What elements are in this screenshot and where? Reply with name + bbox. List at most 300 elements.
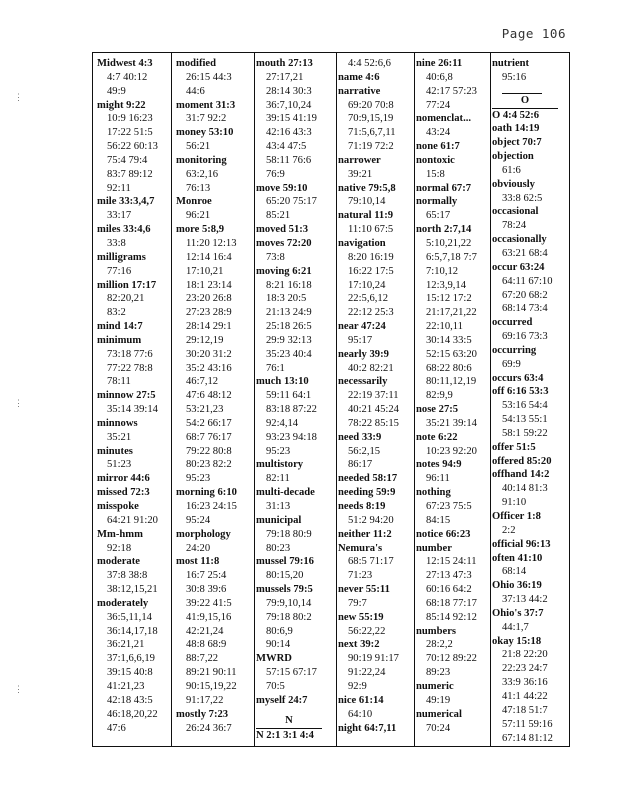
index-entry: milligrams	[97, 251, 146, 263]
index-page-refs: 93:23 94:18	[266, 431, 317, 443]
index-page-refs: 25:18 26:5	[266, 321, 312, 333]
index-entry: modified	[176, 58, 217, 69]
index-page-refs: 79:18 80:9	[266, 528, 312, 540]
index-page-refs: 46:7,12	[186, 376, 219, 388]
index-entry: minimum	[97, 334, 142, 346]
index-entry: occurring	[492, 344, 537, 356]
index-page-refs: 57:15 67:17	[266, 667, 317, 679]
index-page-refs: 42:17 57:23	[426, 85, 477, 97]
index-page-refs: 68:14	[502, 566, 527, 578]
index-entry: more 5:8,9	[176, 224, 225, 236]
index-entry: missed 72:3	[97, 487, 150, 499]
index-entry: often 41:10	[492, 552, 543, 564]
index-page-refs: 65:20 75:17	[266, 196, 317, 208]
index-page-refs: 26:24 36:7	[186, 722, 232, 734]
index-page-refs: 64:21 91:20	[107, 514, 158, 526]
index-entry: numerical	[416, 708, 462, 720]
index-page-refs: 40:21 45:24	[348, 404, 399, 416]
index-page-refs: 52:15 63:20	[426, 348, 477, 360]
hole-punch-mark: ⋮	[14, 684, 23, 694]
index-page-refs: 88:7,22	[186, 653, 219, 665]
column-divider	[490, 53, 491, 746]
index-page-refs: 8:20 16:19	[348, 251, 394, 263]
index-page-refs: 80:15,20	[266, 570, 304, 582]
index-page-refs: 16:22 17:5	[348, 265, 394, 277]
index-entry: nomenclat...	[416, 113, 472, 125]
hole-punch-mark: ⋮	[14, 398, 23, 408]
index-page-refs: 54:2 66:17	[186, 417, 232, 429]
column-divider	[336, 53, 337, 746]
index-entry: notes 94:9	[416, 459, 462, 471]
index-page-refs: 47:6	[107, 722, 126, 734]
index-page-refs: 78:24	[502, 220, 527, 232]
index-entry: moment 31:3	[176, 99, 236, 111]
index-entry: N 2:1 3:1 4:4	[256, 729, 314, 741]
index-page-refs: 4:4 52:6,6	[348, 58, 391, 69]
index-page-refs: 22:10,11	[426, 321, 463, 333]
index-page-refs: 67:14 81:12	[502, 732, 553, 744]
index-page-refs: 5:10,21,22	[426, 237, 472, 249]
index-page-refs: 26:15 44:3	[186, 71, 232, 83]
index-column	[176, 57, 252, 746]
index-entry: offhand 14:2	[492, 469, 550, 481]
index-page-refs: 29:9 32:13	[266, 334, 312, 346]
index-page-refs: 92:4,14	[266, 417, 299, 429]
index-page-refs: 85:21	[266, 210, 291, 222]
index-entry: nutrient	[492, 58, 530, 69]
index-page-refs: 82:9,9	[426, 390, 453, 402]
index-page-refs: 12:15 24:11	[426, 556, 477, 568]
index-page-refs: 8:21 16:18	[266, 279, 312, 291]
index-entry: municipal	[256, 514, 302, 526]
index-entry: natural 11:9	[338, 210, 394, 222]
index-page-refs: 12:14 16:4	[186, 251, 232, 263]
index-entry: off 6:16 53:3	[492, 386, 549, 398]
index-page-refs: 17:10,24	[348, 279, 386, 291]
index-entry: mussel 79:16	[256, 556, 314, 568]
index-page-refs: 79:22 80:8	[186, 445, 232, 457]
index-page-refs: 83:2	[107, 307, 126, 319]
index-entry: moves 72:20	[256, 237, 312, 249]
index-page-refs: 80:23 82:2	[186, 459, 232, 471]
index-page-refs: 49:9	[107, 85, 126, 97]
index-entry: minnow 27:5	[97, 390, 156, 402]
index-page-refs: 79:10,14	[348, 196, 386, 208]
index-page-refs: 40:6,8	[426, 71, 453, 83]
index-page-refs: 63:21 68:4	[502, 247, 548, 259]
index-page-refs: 37:1,6,6,19	[107, 653, 155, 665]
index-page-refs: 69:9	[502, 358, 521, 370]
column-divider	[414, 53, 415, 746]
index-page-refs: 35:2 43:16	[186, 362, 232, 374]
index-page-refs: 79:7	[348, 597, 367, 609]
index-page-refs: 12:3,9,14	[426, 279, 467, 291]
index-page-refs: 65:17	[426, 210, 451, 222]
index-column	[492, 57, 568, 746]
index-entry: million 17:17	[97, 279, 157, 291]
index-page-refs: 56:21	[186, 141, 211, 153]
index-page-refs: 43:4 47:5	[266, 141, 307, 153]
index-page-refs: 70:24	[426, 722, 451, 734]
index-entry: okay 15:18	[492, 635, 542, 647]
index-page-refs: 83:7 89:12	[107, 168, 153, 180]
index-entry: occasional	[492, 206, 539, 218]
index-page-refs: 44:1,7	[502, 621, 529, 633]
index-entry: occasionally	[492, 234, 547, 246]
index-entry: mile 33:3,4,7	[97, 196, 155, 208]
index-page-refs: 28:14 29:1	[186, 321, 232, 333]
index-page-refs: 71:23	[348, 570, 373, 582]
index-page-refs: 2:2	[502, 524, 516, 536]
index-page-refs: 35:23 40:4	[266, 348, 312, 360]
index-page-refs: 36:21,21	[107, 639, 145, 651]
index-entry: nice 61:14	[338, 694, 384, 706]
index-page-refs: 95:16	[502, 71, 527, 83]
index-page-refs: 35:21 39:14	[426, 417, 477, 429]
index-page-refs: 51:23	[107, 459, 132, 471]
word-index-table	[92, 52, 570, 747]
index-page-refs: 10:9 16:23	[107, 113, 153, 125]
index-page-refs: 27:23 28:9	[186, 307, 232, 319]
index-page-refs: 33:17	[107, 210, 132, 222]
index-page-refs: 28:2,2	[426, 639, 453, 651]
index-page-refs: 43:24	[426, 127, 451, 139]
index-entry: normally	[416, 196, 458, 208]
index-entry: mostly 7:23	[176, 708, 229, 720]
index-page-refs: 75:4 79:4	[107, 154, 148, 166]
index-page-refs: 82:11	[266, 473, 290, 485]
index-page-refs: 89:23	[426, 667, 451, 679]
index-entry: moving 6:21	[256, 265, 312, 277]
index-page-refs: 18:1 23:14	[186, 279, 232, 291]
index-entry: neither 11:2	[338, 528, 392, 540]
index-entry: morning 6:10	[176, 487, 237, 499]
index-entry: miles 33:4,6	[97, 224, 151, 236]
index-page-refs: 77:16	[107, 265, 132, 277]
index-page-refs: 92:9	[348, 680, 367, 692]
index-page-refs: 29:12,19	[186, 334, 224, 346]
index-entry: nearly 39:9	[338, 348, 389, 360]
index-page-refs: 70:5	[266, 680, 285, 692]
index-entry: Monroe	[176, 196, 212, 208]
index-page-refs: 53:16 54:4	[502, 400, 548, 412]
index-entry: never 55:11	[338, 584, 390, 596]
index-page-refs: 16:7 25:4	[186, 570, 227, 582]
index-entry: multi-decade	[256, 487, 315, 499]
index-page-refs: 40:14 81:3	[502, 483, 548, 495]
index-page-refs: 39:22 41:5	[186, 597, 232, 609]
index-entry: moderate	[97, 556, 140, 568]
index-page-refs: 71:19 72:2	[348, 141, 394, 153]
index-page-refs: 22:23 24:7	[502, 663, 548, 675]
index-column	[97, 57, 169, 746]
index-entry: none 61:7	[416, 141, 460, 153]
index-page-refs: 64:10	[348, 708, 373, 720]
index-entry: number	[416, 542, 452, 554]
index-page-refs: 39:21	[348, 168, 373, 180]
index-page-refs: 96:21	[186, 210, 211, 222]
index-page-refs: 47:18 51:7	[502, 704, 548, 716]
index-entry: offered 85:20	[492, 455, 552, 467]
index-entry: official 96:13	[492, 538, 551, 550]
index-page-refs: 92:18	[107, 542, 132, 554]
index-page-refs: 80:11,12,19	[426, 376, 477, 388]
index-page-refs: 79:9,10,14	[266, 597, 312, 609]
index-page-refs: 36:7,10,24	[266, 99, 312, 111]
index-entry: obviously	[492, 178, 535, 190]
index-entry: numeric	[416, 680, 454, 692]
index-page-refs: 22:5,6,12	[348, 293, 389, 305]
index-entry: monitoring	[176, 154, 227, 166]
index-page-refs: 18:3 20:5	[266, 293, 307, 305]
index-page-refs: 58:1 59:22	[502, 427, 548, 439]
index-entry: misspoke	[97, 501, 139, 512]
index-page-refs: 69:16 73:3	[502, 331, 548, 343]
index-page-refs: 61:6	[502, 164, 521, 176]
index-page-refs: 90:15,19,22	[186, 680, 237, 692]
index-entry: navigation	[338, 237, 386, 249]
index-page-refs: 39:15 41:19	[266, 113, 317, 125]
index-entry: normal 67:7	[416, 182, 472, 194]
index-page-refs: 67:20 68:2	[502, 289, 548, 301]
index-page-refs: 68:14 73:4	[502, 303, 548, 315]
index-entry: needs 8:19	[338, 501, 386, 512]
index-page-refs: 58:11 76:6	[266, 154, 312, 166]
index-page-refs: 64:11 67:10	[502, 275, 553, 287]
index-page-refs: 77:24	[426, 99, 451, 111]
index-page-refs: 71:5,6,7,11	[348, 127, 396, 139]
index-page-refs: 73:18 77:6	[107, 348, 153, 360]
index-page-refs: 77:22 78:8	[107, 362, 153, 374]
index-entry: mussels 79:5	[256, 584, 313, 596]
index-entry: much 13:10	[256, 376, 309, 388]
index-page-refs: 46:18,20,22	[107, 708, 158, 720]
index-entry: next 39:2	[338, 639, 380, 651]
index-page-refs: 40:2 82:21	[348, 362, 394, 374]
index-page-refs: 95:23	[266, 445, 291, 457]
index-page-refs: 54:13 55:1	[502, 414, 548, 426]
index-page-refs: 17:22 51:5	[107, 127, 153, 139]
index-page-refs: 30:8 39:6	[186, 584, 227, 596]
index-page-refs: 76:1	[266, 362, 285, 374]
index-page-refs: 86:17	[348, 459, 373, 471]
page-number: Page 106	[501, 26, 566, 41]
index-page-refs: 92:11	[107, 182, 131, 194]
index-page-refs: 73:8	[266, 251, 285, 263]
index-column	[338, 57, 412, 746]
index-page-refs: 36:14,17,18	[107, 625, 158, 637]
index-page-refs: 21:8 22:20	[502, 649, 548, 661]
index-entry: morphology	[176, 528, 231, 540]
index-page-refs: 37:13 44:2	[502, 594, 548, 606]
index-page-refs: 27:13 47:3	[426, 570, 472, 582]
index-page-refs: 49:19	[426, 694, 451, 706]
index-entry: multistory	[256, 459, 304, 471]
index-page-refs: 44:6	[186, 85, 205, 97]
index-page-refs: 31:13	[266, 501, 291, 512]
column-divider	[171, 53, 172, 746]
index-entry: need 33:9	[338, 431, 382, 443]
index-page-refs: 7:10,12	[426, 265, 459, 277]
index-page-refs: 76:13	[186, 182, 211, 194]
index-page-refs: 17:10,21	[186, 265, 224, 277]
index-page-refs: 30:20 31:2	[186, 348, 232, 360]
index-page-refs: 79:18 80:2	[266, 611, 312, 623]
index-page-refs: 28:14 30:3	[266, 85, 312, 97]
index-entry: occurred	[492, 317, 533, 329]
index-page-refs: 36:5,11,14	[107, 611, 152, 623]
index-page-refs: 68:7 76:17	[186, 431, 232, 443]
index-entry: objection	[492, 151, 534, 163]
index-entry: O 4:4 52:6	[492, 109, 540, 121]
index-column	[416, 57, 488, 746]
index-entry: most 11:8	[176, 556, 220, 568]
index-column	[256, 57, 334, 746]
index-page-refs: 56:22,22	[348, 625, 386, 637]
index-entry: nothing	[416, 487, 451, 499]
index-page-refs: 51:2 94:20	[348, 514, 394, 526]
index-page-refs: 59:11 64:1	[266, 390, 312, 402]
index-entry: offer 51:5	[492, 441, 536, 453]
index-page-refs: 91:17,22	[186, 694, 224, 706]
index-page-refs: 91:22,24	[348, 667, 386, 679]
index-entry: minnows	[97, 417, 138, 429]
index-page-refs: 78:11	[107, 376, 131, 388]
index-page-refs: 56:2,15	[348, 445, 381, 457]
index-entry: Midwest 4:3	[97, 58, 153, 69]
index-page-refs: 42:16 43:3	[266, 127, 312, 139]
index-page-refs: 39:15 40:8	[107, 667, 153, 679]
index-entry: name 4:6	[338, 71, 380, 83]
index-page-refs: 24:20	[186, 542, 211, 554]
index-entry: mirror 44:6	[97, 473, 150, 485]
index-entry: occurs 63:4	[492, 372, 544, 384]
index-page-refs: 27:17,21	[266, 71, 304, 83]
index-page-refs: 6:5,7,18 7:7	[426, 251, 477, 263]
index-page-refs: 33:9 36:16	[502, 677, 548, 689]
index-page-refs: 90:14	[266, 639, 291, 651]
index-entry: might 9:22	[97, 99, 146, 111]
index-page-refs: 76:9	[266, 168, 285, 180]
index-page-refs: 78:22 85:15	[348, 417, 399, 429]
index-entry: occur 63:24	[492, 261, 545, 273]
index-page-refs: 35:21	[107, 431, 132, 443]
index-entry: oath 14:19	[492, 123, 540, 135]
index-page-refs: 80:6,9	[266, 625, 293, 637]
index-page-refs: 33:8	[107, 237, 126, 249]
index-page-refs: 95:24	[186, 514, 211, 526]
index-entry: numbers	[416, 625, 457, 637]
index-page-refs: 15:12 17:2	[426, 293, 472, 305]
index-page-refs: 70:9,15,19	[348, 113, 394, 125]
index-page-refs: 11:10 67:5	[348, 224, 394, 236]
index-page-refs: 33:8 62:5	[502, 192, 543, 204]
index-page-refs: 47:6 48:12	[186, 390, 232, 402]
index-page-refs: 41:21,23	[107, 680, 145, 692]
index-page-refs: 83:18 87:22	[266, 404, 317, 416]
index-page-refs: 67:23 75:5	[426, 501, 472, 512]
index-entry: nine 26:11	[416, 58, 463, 69]
index-page-refs: 53:21,23	[186, 404, 224, 416]
index-page-refs: 95:23	[186, 473, 211, 485]
index-page-refs: 42:18 43:5	[107, 694, 153, 706]
index-entry: minutes	[97, 445, 133, 457]
index-page-refs: 70:12 89:22	[426, 653, 477, 665]
column-divider	[254, 53, 255, 746]
index-entry: needed 58:17	[338, 473, 398, 485]
index-page-refs: 90:19 91:17	[348, 653, 399, 665]
index-entry: object 70:7	[492, 137, 542, 149]
index-page-refs: 89:21 90:11	[186, 667, 237, 679]
index-page-refs: 16:23 24:15	[186, 501, 237, 512]
index-page-refs: 37:8 38:8	[107, 570, 148, 582]
index-page-refs: 56:22 60:13	[107, 141, 158, 153]
index-entry: near 47:24	[338, 321, 386, 333]
index-page-refs: 30:14 33:5	[426, 334, 472, 346]
index-page-refs: 48:8 68:9	[186, 639, 227, 651]
index-entry: Ohio's 37:7	[492, 607, 544, 619]
index-entry: move 59:10	[256, 182, 308, 194]
index-page-refs: 23:20 26:8	[186, 293, 232, 305]
index-entry: notice 66:23	[416, 528, 471, 540]
index-page-refs: 35:14 39:14	[107, 404, 158, 416]
index-page-refs: 84:15	[426, 514, 451, 526]
section-rule	[502, 85, 542, 94]
index-page-refs: 10:23 92:20	[426, 445, 477, 457]
hole-punch-mark: ⋮	[14, 92, 23, 102]
index-entry: Nemura's	[338, 542, 383, 554]
index-entry: narrative	[338, 85, 381, 97]
index-page-refs: 95:17	[348, 334, 373, 346]
index-entry: native 79:5,8	[338, 182, 396, 194]
index-page-refs: 69:20 70:8	[348, 99, 394, 111]
index-entry: mind 14:7	[97, 321, 143, 333]
index-entry: Ohio 36:19	[492, 580, 542, 592]
index-page-refs: 42:21,24	[186, 625, 224, 637]
index-entry: Mm-hmm	[97, 528, 143, 540]
index-page-refs: 85:14 92:12	[426, 611, 477, 623]
index-page-refs: 4:7 40:12	[107, 71, 148, 83]
index-page-refs: 21:17,21,22	[426, 307, 477, 319]
index-entry: narrower	[338, 154, 381, 166]
section-letter: N	[256, 714, 322, 729]
index-page-refs: 11:20 12:13	[186, 237, 237, 249]
index-page-refs: 68:5 71:17	[348, 556, 394, 568]
index-entry: new 55:19	[338, 611, 384, 623]
index-page-refs: 68:18 77:17	[426, 597, 477, 609]
index-page-refs: 57:11 59:16	[502, 718, 553, 730]
index-page-refs: 91:10	[502, 497, 527, 509]
index-page-refs: 22:19 37:11	[348, 390, 399, 402]
index-entry: myself 24:7	[256, 694, 308, 706]
index-page-refs: 96:11	[426, 473, 450, 485]
index-entry: nose 27:5	[416, 404, 459, 416]
index-page-refs: 31:7 92:2	[186, 113, 227, 125]
index-page-refs: 80:23	[266, 542, 291, 554]
index-entry: MWRD	[256, 653, 292, 665]
index-page-refs: 41:9,15,16	[186, 611, 232, 623]
index-entry: note 6:22	[416, 431, 458, 443]
index-page-refs: 82:20,21	[107, 293, 145, 305]
index-entry: moderately	[97, 597, 149, 609]
index-page-refs: 15:8	[426, 168, 445, 180]
index-entry: necessarily	[338, 376, 388, 388]
index-page-refs: 38:12,15,21	[107, 584, 158, 596]
index-entry: money 53:10	[176, 127, 234, 139]
index-entry: north 2:7,14	[416, 224, 472, 236]
index-entry: needing 59:9	[338, 487, 396, 499]
index-entry: nontoxic	[416, 154, 455, 166]
